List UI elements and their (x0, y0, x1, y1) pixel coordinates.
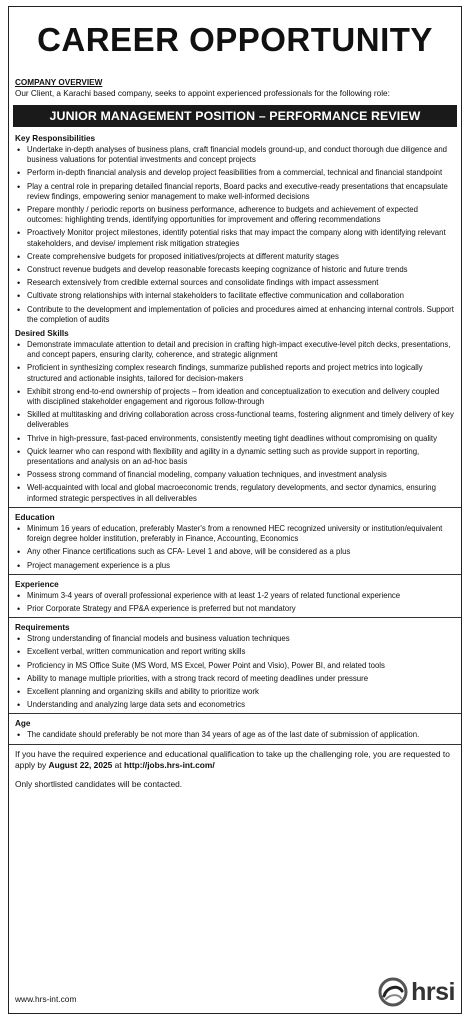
section-divider (9, 617, 461, 618)
list-item: • Skilled at multitasking and driving collaboration across cross-functional teams, fostering alignment and timely delivery of key deliverables (15, 410, 455, 430)
list-item: • Perform in-depth financial analysis and develop project feasibilities from a commercial, technical and financial standpoint (15, 168, 455, 178)
website-url[interactable]: www.hrs-int.com (15, 994, 77, 1004)
experience-heading: Experience (15, 579, 59, 589)
list-item: • Exhibit strong end-to-end ownership of projects – from ideation and conceptualization to execution and delivery coupled with disciplined stakeholder engagement and rigorous follow-through (15, 387, 455, 407)
list-item: • Demonstrate immaculate attention to detail and precision in crafting high-impact executive-level pitch decks, presentations, and concept papers, ensuring clarity, coherence, and strategic alignment (15, 340, 455, 360)
list-item: • Strong understanding of financial models and business valuation techniques (15, 634, 455, 644)
experience-list (15, 591, 455, 614)
apply-text-mid: at (112, 759, 124, 770)
skills-heading: Desired Skills (15, 329, 69, 339)
section-divider (9, 744, 461, 745)
apply-text-before: If you have the required experience and educational qualification to take up the challenging role, you are requested to apply by (15, 748, 450, 770)
list-item: • Proficiency in MS Office Suite (MS Word, MS Excel, Power Point and Visio), Power BI, and related tools (15, 661, 455, 671)
list-item: • Proactively Monitor project milestones, identify potential risks that may impact the company along with identifying relevant stakeholders, and devise/ implement risk mitigation strategies (15, 228, 455, 248)
page-title: CAREER OPPORTUNITY (37, 21, 433, 58)
company-logo (378, 977, 455, 1007)
list-item: • Minimum 3-4 years of overall professional experience with at least 1-2 years of related functional experience (15, 591, 455, 601)
section-divider (9, 574, 461, 575)
ad-content (9, 77, 461, 790)
job-advertisement (8, 6, 462, 1014)
company-overview-text: Our Client, a Karachi based company, seeks to appoint experienced professionals for the following role: (15, 89, 390, 98)
list-item: • Any other Finance certifications such as CFA- Level 1 and above, will be considered as a plus (15, 547, 455, 557)
list-item: • Excellent planning and organizing skills and ability to prioritize work (15, 687, 455, 697)
requirements-heading: Requirements (15, 623, 70, 633)
position-title-banner: JUNIOR MANAGEMENT POSITION – PERFORMANCE REVIEW (13, 105, 457, 127)
requirements-list (15, 634, 455, 710)
list-item: • Excellent verbal, written communication and report writing skills (15, 647, 455, 657)
company-overview-heading: COMPANY OVERVIEW (15, 78, 103, 87)
section-divider (9, 507, 461, 508)
list-item: • Ability to manage multiple priorities, with a strong track record of meeting deadlines under pressure (15, 674, 455, 684)
list-item: • Construct revenue budgets and develop reasonable forecasts keeping cognizance of historic and future trends (15, 265, 455, 275)
shortlisted-note: Only shortlisted candidates will be contacted. (15, 779, 183, 790)
education-list (15, 524, 455, 571)
education-heading: Education (15, 512, 55, 522)
apply-link[interactable]: http://jobs.hrs-int.com/ (123, 759, 215, 770)
list-item: • Understanding and analyzing large data sets and econometrics (15, 700, 455, 710)
list-item: • Possess strong command of financial modeling, company valuation techniques, and investment analysis (15, 470, 455, 480)
list-item: • Proficient in synthesizing complex research findings, summarize published reports and project metrics into logically structured and actionable insights, tailored for decision-makers (15, 363, 455, 383)
list-item: • Well-acquainted with local and global macroeconomic trends, regulatory developments, and sector dynamics, ensuring informed strategic perspectives in all deliverables (15, 483, 455, 503)
list-item: • Prior Corporate Strategy and FP&A experience is preferred but not mandatory (15, 604, 455, 614)
list-item: • Contribute to the development and implementation of policies and procedures aimed at enhancing internal controls. Support the completion of audits (15, 305, 455, 325)
hrsi-swirl-logo-icon (378, 977, 408, 1007)
list-item: • Prepare monthly / periodic reports on business performance, adherence to budgets and achievement of expected outcomes: highlighting trends, identifying opportunities for improvement and offering recommendations (15, 205, 455, 225)
responsibilities-list (15, 145, 455, 325)
list-item: • Undertake in-depth analyses of business plans, craft financial models ground-up, and conduct thorough due diligence and business valuations for potential investments and concept projects (15, 145, 455, 165)
responsibilities-heading: Key Responsibilities (15, 134, 96, 143)
list-item: • Project management experience is a plus (15, 561, 455, 571)
list-item: • Thrive in high-pressure, fast-paced environments, consistently meeting tight deadlines without compromising on quality (15, 434, 455, 444)
list-item: • Play a central role in preparing detailed financial reports, Board packs and executive-ready presentations that encapsulate review findings, empowering senior management to make well-informed decisions (15, 182, 455, 202)
list-item: • Create comprehensive budgets for proposed initiatives/projects at different maturity stages (15, 252, 455, 262)
application-instructions (15, 749, 455, 772)
list-item: • The candidate should preferably be not more than 34 years of age as of the last date of submission of application. (15, 730, 455, 740)
age-heading: Age (15, 719, 31, 729)
age-list (15, 730, 455, 740)
list-item: • Cultivate strong relationships with internal stakeholders to facilitate effective communication and collaboration (15, 291, 455, 301)
list-item: • Minimum 16 years of education, preferably Master's from a renowned HEC recognized university or institution/equivalent foreign degree holder institution, preferably in Finance, Accounting, Economics (15, 524, 455, 544)
list-item: • Research extensively from credible external sources and consolidate findings with impact assessment (15, 278, 455, 288)
section-divider (9, 713, 461, 714)
skills-list (15, 340, 455, 504)
list-item: • Quick learner who can respond with flexibility and agility in a dynamic setting such as provide support in reporting, presentations and analysis on an ad-hoc basis (15, 447, 455, 467)
logo-wordmark: hrsi (411, 977, 455, 1006)
apply-deadline: August 22, 2025 (48, 759, 113, 770)
